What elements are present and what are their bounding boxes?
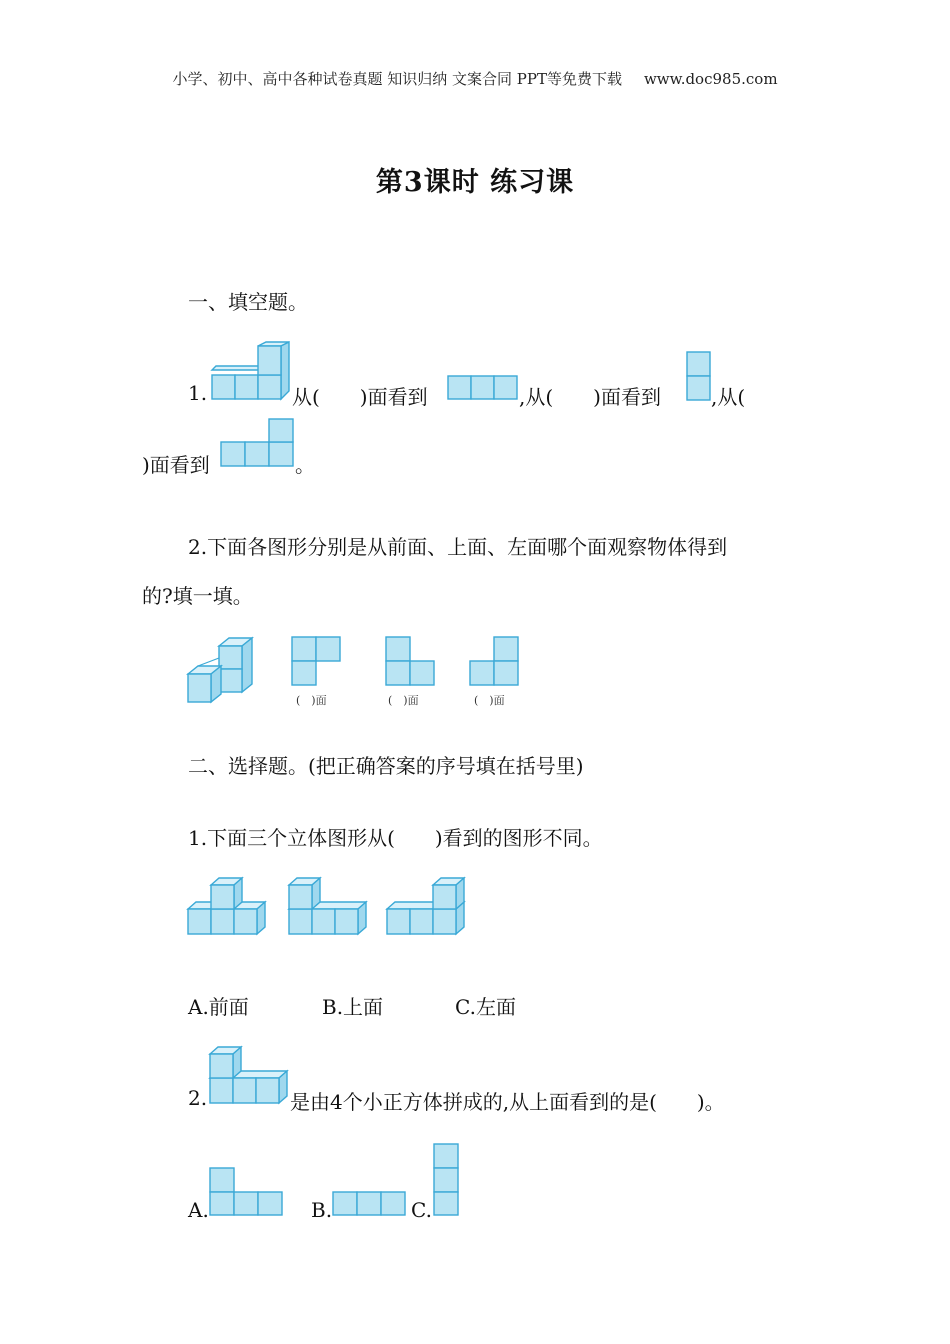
header-text: 小学、初中、高中各种试卷真题 知识归纳 文案合同 PPT等免费下载 — [172, 70, 622, 88]
s1-q2-line1: 2.下面各图形分别是从前面、上面、左面哪个面观察物体得到 — [188, 535, 728, 559]
page-header — [0, 68, 950, 89]
s1-q1-text-part3: ,从( — [711, 385, 746, 409]
s2-q2-choice-b-figure — [332, 1191, 408, 1217]
s1-q2-solid-figure — [186, 636, 256, 706]
s2-q1-option-c: C.左面 — [455, 995, 516, 1019]
s2-q1-figure-a — [186, 877, 272, 937]
s1-q1-solid-figure — [208, 342, 294, 402]
s2-q2-option-b: B. — [311, 1198, 333, 1222]
s2-q1-figure-c — [385, 877, 471, 937]
s2-q2-choice-a-figure — [209, 1167, 285, 1217]
s1-q2-view-c — [469, 636, 519, 686]
s1-q1-text-part1: 从( )面看到 — [292, 385, 428, 409]
header-site: www.doc985.com — [643, 70, 778, 88]
s1-q1-end: 。 — [295, 453, 315, 477]
section1-heading: 一、填空题。 — [188, 290, 308, 314]
s2-q2-solid-figure — [208, 1046, 294, 1106]
s1-q1-text-part2: ,从( )面看到 — [519, 385, 661, 409]
s1-q2-view-a — [291, 636, 341, 686]
s1-q2-view-b — [385, 636, 435, 686]
page-title: 第3课时 练习课 — [375, 167, 575, 198]
s1-q1-view-three-row — [447, 375, 519, 401]
s2-q2-option-a: A. — [188, 1198, 209, 1222]
s2-q1-option-a: A.前面 — [188, 995, 249, 1019]
s2-q2-option-c: C. — [411, 1198, 432, 1222]
section2-heading: 二、选择题。(把正确答案的序号填在括号里) — [188, 754, 584, 778]
s1-q2-blank-c: ( )面 — [474, 694, 505, 707]
s2-q2-number: 2. — [188, 1086, 208, 1110]
s1-q1-view-column — [686, 351, 712, 401]
s1-q2-line2: 的?填一填。 — [142, 584, 253, 608]
s2-q1-figure-b — [287, 877, 373, 937]
s2-q2-choice-c-figure — [433, 1143, 461, 1217]
s1-q1-number: 1. — [188, 381, 208, 405]
s1-q2-blank-b: ( )面 — [388, 694, 419, 707]
s1-q1-view-l-shape — [220, 418, 296, 468]
s2-q2-text: 是由4个小正方体拼成的,从上面看到的是( )。 — [290, 1090, 725, 1114]
s2-q1-text: 1.下面三个立体图形从( )看到的图形不同。 — [188, 826, 603, 850]
s2-q1-option-b: B.上面 — [322, 995, 384, 1019]
s1-q2-blank-a: ( )面 — [296, 694, 327, 707]
s1-q1-text-part4: )面看到 — [142, 453, 210, 477]
